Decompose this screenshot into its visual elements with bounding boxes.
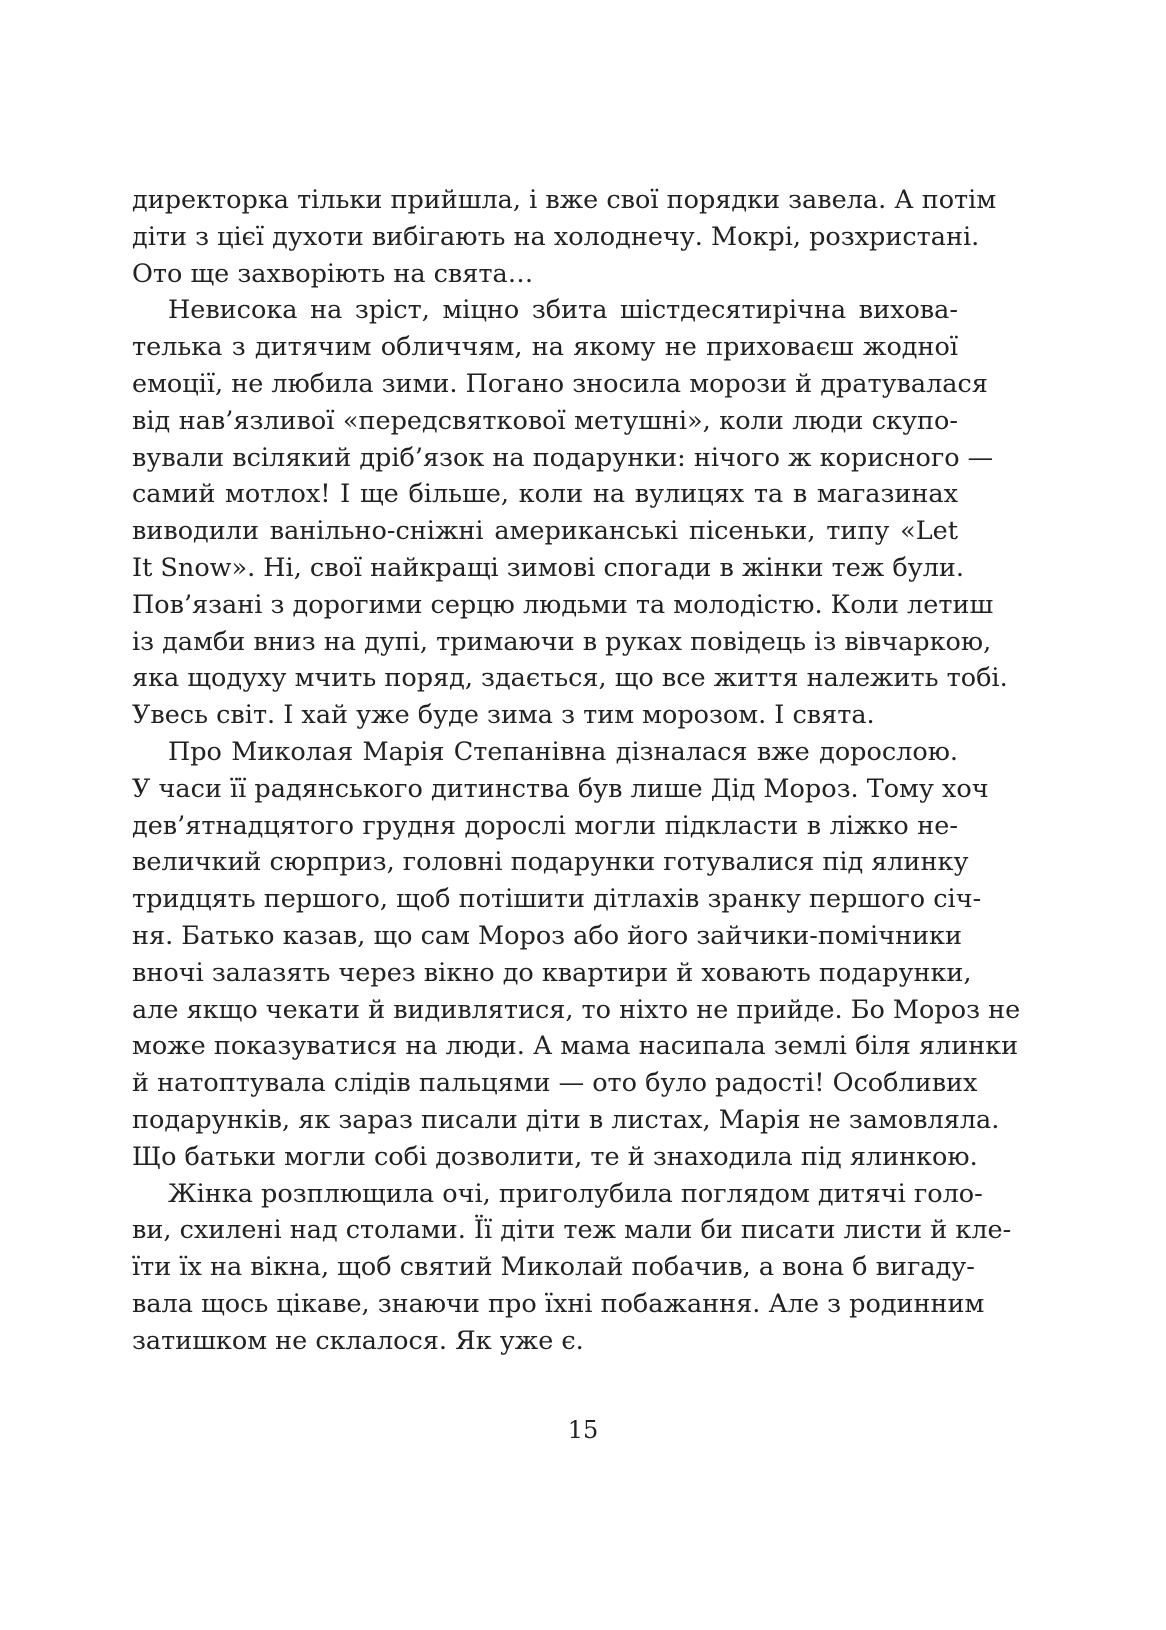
text-line: вала щось цікаве, знаючи про їхні побажання. Але з родинним [132, 1288, 985, 1319]
text-line: й натоптувала слідів пальцями — ото було радості! Особливих [132, 1068, 978, 1099]
text-line: яка щодуху мчить поряд, здається, що все життя належить тобі. [132, 663, 1008, 694]
text-line: ви, схилені над столами. Її діти теж мали би писати листи й кле- [132, 1215, 1012, 1246]
text-line: Невисока на зріст, міцно збита шістдесятирічна вихова- [168, 295, 958, 326]
page-number: 15 [567, 1416, 599, 1444]
text-line: із дамби вниз на дупі, тримаючи в руках повідець із вівчаркою, [132, 626, 992, 657]
text-line: вночі залазять через вікно до квартири й ховають подарунки, [132, 957, 972, 988]
text-line: величкий сюрприз, головні подарунки готувалися під ялинку [132, 847, 969, 878]
text-line: Про Миколая Марія Степанівна дізналася вже дорослою. [168, 736, 958, 767]
text-line: їти їх на вікна, щоб святий Миколай побачив, а вона б вигаду- [132, 1252, 975, 1283]
text-line: Жінка розплющила очі, приголубила поглядом дитячі голо- [168, 1178, 983, 1209]
text-line: виводили ванільно-сніжні американські пісеньки, типу «Let [132, 516, 958, 547]
text-line: директорка тільки прийшла, і вже свої порядки завела. А потім [132, 185, 997, 215]
text-line: Що батьки могли собі дозволити, те й знаходила під ялинкою. [132, 1141, 978, 1172]
text-line: подарунків, як зараз писали діти в листах, Марія не замовляла. [132, 1104, 1000, 1135]
text-line: Пов’язані з дорогими серцю людьми та молодістю. Коли летиш [132, 589, 994, 620]
text-line: У часи її радянського дитинства був лише Дід Мороз. Тому хоч [132, 773, 989, 804]
text-line: але якщо чекати й видивлятися, то ніхто не прийде. Бо Мороз не [132, 994, 1021, 1025]
text-line: It Snow». Ні, свої найкращі зимові спогади в жінки теж були. [132, 552, 965, 583]
text-line: тридцять першого, щоб потішити дітлахів зранку першого січ- [132, 884, 982, 915]
text-line: може показуватися на люди. А мама насипала землі біля ялинки [132, 1031, 1019, 1062]
text-line: ня. Батько казав, що сам Мороз або його зайчики-помічники [132, 920, 962, 951]
text-line: телька з дитячим обличчям, на якому не приховаєш жодної [132, 332, 958, 363]
body-text [132, 182, 1021, 1360]
text-line: самий мотлох! І ще більше, коли на вулицях та в магазинах [132, 479, 958, 510]
text-line: затишком не склалося. Як уже є. [132, 1325, 584, 1356]
text-line: дев’ятнадцятого грудня дорослі могли підкласти в ліжко не- [132, 810, 958, 841]
text-line: емоції, не любила зими. Погано зносила морози й дратувалася [132, 368, 988, 399]
text-line: Ото ще захворіють на свята… [132, 258, 534, 289]
text-line: від нав’язливої «передсвяткової метушні», коли люди скупо- [132, 405, 958, 436]
text-line: Увесь світ. І хай уже буде зима з тим морозом. І свята. [132, 700, 875, 731]
text-line: вували всілякий дріб’язок на подарунки: нічого ж корисного — [132, 442, 994, 473]
text-line: діти з цієї духоти вибігають на холоднечу. Мокрі, розхристані. [132, 221, 980, 252]
